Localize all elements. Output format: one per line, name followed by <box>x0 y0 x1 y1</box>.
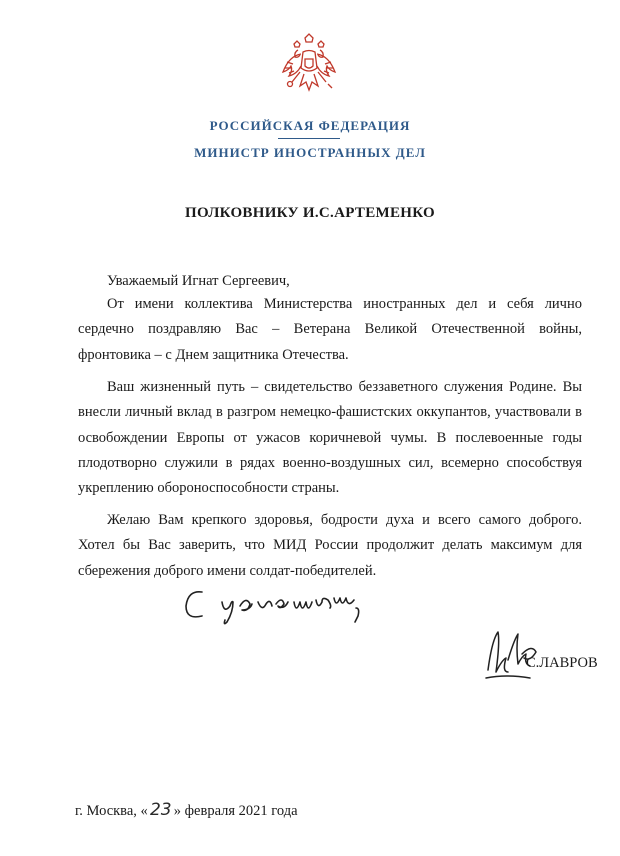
letterhead-divider <box>278 138 340 139</box>
place-date-prefix: г. Москва, « <box>75 803 148 819</box>
letterhead-office: МИНИСТР ИНОСТРАННЫХ ДЕЛ <box>194 145 426 160</box>
addressee-heading: ПОЛКОВНИКУ И.С.АРТЕМЕНКО <box>185 205 435 221</box>
paragraph-1: От имени коллектива Министерства иностранных дел и себя лично сердечно поздравляю Вас – Ветерана Великой Отечественной войны, фронтовика – с Днем защитника Отечества. <box>78 296 582 363</box>
paragraph-3: Желаю Вам крепкого здоровья, бодрости духа и всего самого доброго. Хотел бы Вас заверить, что МИД России продолжит делать максимум для сбережения доброго имени солдат-победителей. <box>78 512 582 579</box>
handwritten-closing <box>182 580 382 628</box>
signer-name: С.ЛАВРОВ <box>526 655 598 671</box>
place-date <box>75 800 298 820</box>
salutation: Уважаемый Игнат Сергеевич, <box>107 273 290 289</box>
coat-of-arms-icon <box>276 32 342 108</box>
place-date-suffix: » февраля 2021 года <box>173 803 298 819</box>
paragraph-2: Ваш жизненный путь – свидетельство беззаветного служения Родине. Вы внесли личный вклад в разгром немецко-фашистских оккупантов, участвовали в освобождении Европы от ужасов коричневой чумы. В послевоенные годы плодотворно служили в рядах военно-воздушных сил, всемерно способствуя укреплению обороноспособности страны. <box>78 379 582 497</box>
date-day: 23 <box>149 800 172 820</box>
letterhead-country: РОССИЙСКАЯ ФЕДЕРАЦИЯ <box>209 118 411 133</box>
